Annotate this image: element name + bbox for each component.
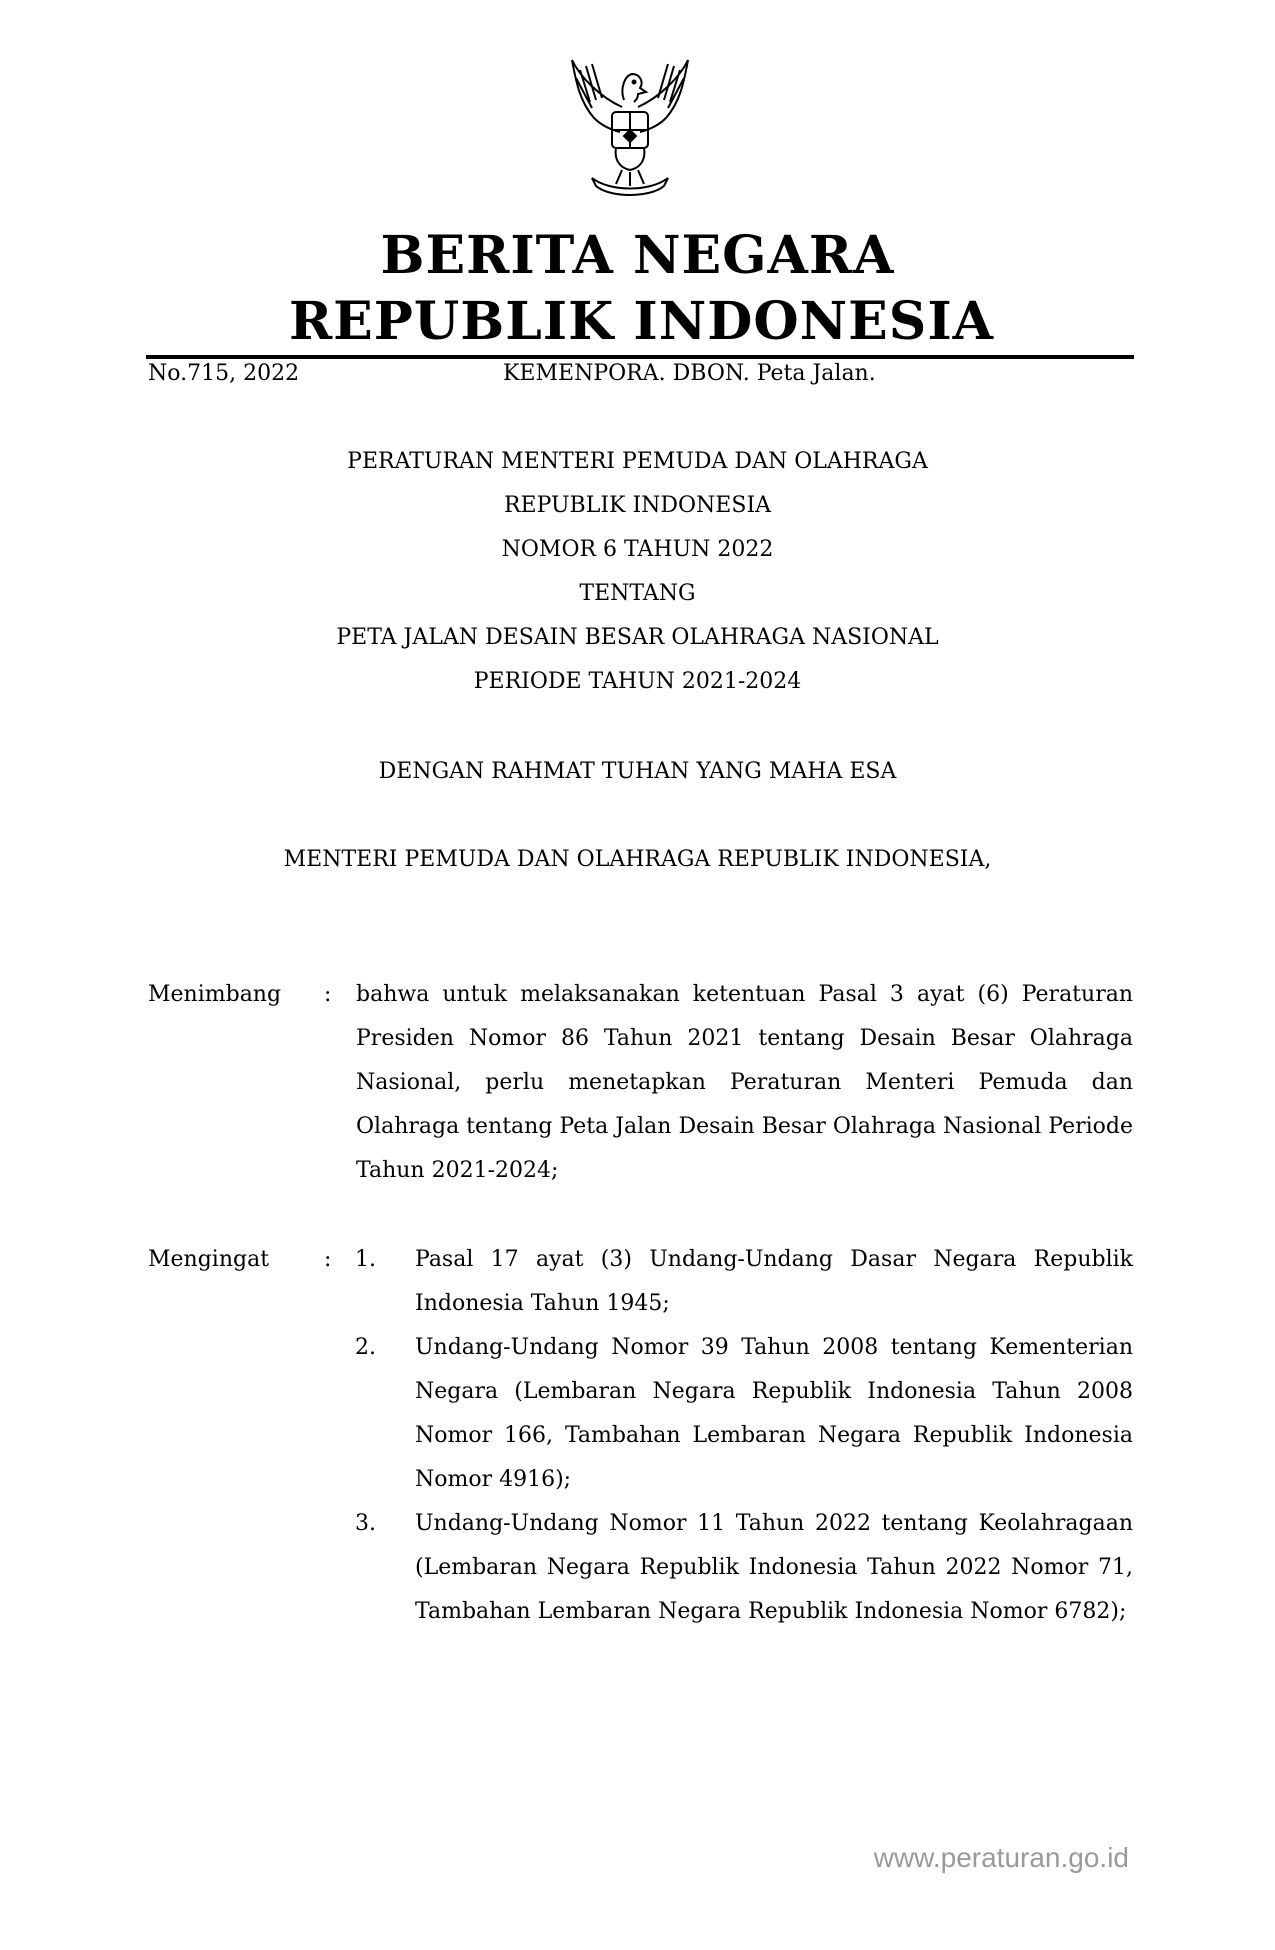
regulation-title-line: PETA JALAN DESAIN BESAR OLAHRAGA NASIONAL bbox=[336, 625, 939, 650]
invocation: DENGAN RAHMAT TUHAN YANG MAHA ESA bbox=[378, 759, 897, 784]
menimbang-colon: : bbox=[324, 982, 332, 1007]
regulation-title-line: PERIODE TAHUN 2021-2024 bbox=[473, 669, 802, 694]
list-item-text: Undang-Undang Nomor 39 Tahun 2008 tentang Kementerian Negara (Lembaran Negara Republik Indonesia Tahun 2008 Nomor 166, Tambahan Lembaran Negara Republik Indonesia Nomor 4916); bbox=[415, 1335, 1133, 1492]
list-item-number: 1. bbox=[355, 1247, 376, 1272]
list-item-text: Pasal 17 ayat (3) Undang-Undang Dasar Negara Republik Indonesia Tahun 1945; bbox=[415, 1247, 1133, 1316]
gazette-title-line1: BERITA NEGARA bbox=[380, 225, 895, 286]
gazette-title-line2: REPUBLIK INDONESIA bbox=[288, 291, 995, 352]
source-watermark: www.peraturan.go.id bbox=[873, 1842, 1129, 1873]
regulation-title-line: PERATURAN MENTERI PEMUDA DAN OLAHRAGA bbox=[347, 449, 928, 474]
authority-line: MENTERI PEMUDA DAN OLAHRAGA REPUBLIK INDONESIA, bbox=[283, 847, 992, 872]
menimbang-label: Menimbang bbox=[148, 982, 282, 1007]
list-item-text: Undang-Undang Nomor 11 Tahun 2022 tentang Keolahragaan (Lembaran Negara Republik Indonesia Tahun 2022 Nomor 71, Tambahan Lembaran Negara Republik Indonesia Nomor 6782); bbox=[415, 1511, 1133, 1624]
list-item-number: 3. bbox=[355, 1511, 376, 1536]
garuda-emblem-icon bbox=[550, 52, 710, 202]
regulation-title-line: REPUBLIK INDONESIA bbox=[503, 493, 772, 518]
list-item-number: 2. bbox=[355, 1335, 376, 1360]
gazette-number: No.715, 2022 bbox=[148, 361, 300, 386]
regulation-title-line: NOMOR 6 TAHUN 2022 bbox=[501, 537, 774, 562]
gazette-keywords: KEMENPORA. DBON. Peta Jalan. bbox=[503, 361, 876, 386]
menimbang-text: bahwa untuk melaksanakan ketentuan Pasal 3 ayat (6) Peraturan Presiden Nomor 86 Tahun 2021 tentang Desain Besar Olahraga Nasional, perlu menetapkan Peraturan Menteri Pemuda dan Olahraga tentang Peta Jalan Desain Besar Olahraga Nasional Periode Tahun 2021-2024; bbox=[356, 982, 1133, 1183]
mengingat-label: Mengingat bbox=[148, 1247, 270, 1272]
mengingat-colon: : bbox=[324, 1247, 332, 1272]
regulation-title-line: TENTANG bbox=[579, 581, 696, 606]
